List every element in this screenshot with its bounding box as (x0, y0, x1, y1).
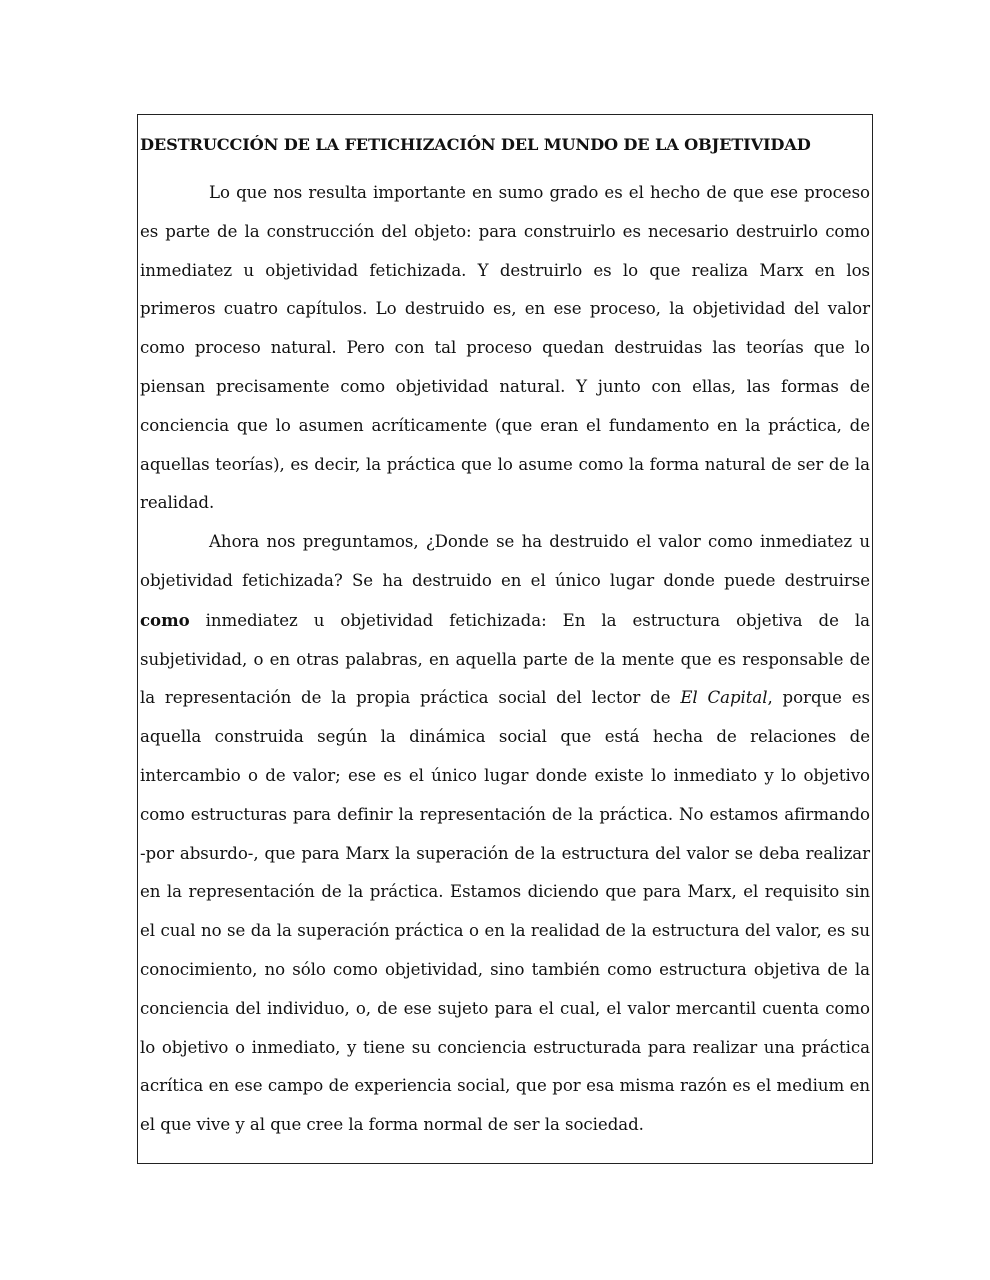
paragraph-1: Lo que nos resulta importante en sumo grado es el hecho de que ese proceso es parte de la construcción del objeto: para construirlo es necesario destruirlo como inmediatez u objetividad fetichizada. Y destruirlo es lo que realiza Marx en los primeros cuatro capítulos. Lo destruido es, en ese proceso, la objetividad del valor como proceso natural. Pero con tal proceso quedan destruidas las teorías que lo piensan precisamente como objetividad natural. Y junto con ellas, las formas de conciencia que lo asumen acríticamente (que eran el fundamento en la práctica, de aquellas teorías), es decir, la práctica que lo asume como la forma natural de ser de la realidad. (140, 183, 870, 513)
text-frame (137, 114, 873, 1164)
paragraph-2-text-c: , porque es aquella construida según la dinámica social que está hecha de relaciones de intercambio o de valor; ese es el único lugar donde existe lo inmediato y lo objetivo como estructuras para definir la representación de la práctica. No estamos afirmando -por absurdo-, que para Marx la superación de la estructura del valor se deba realizar en la representación de la práctica. Estamos diciendo que para Marx, el requisito sin el cual no se da la superación práctica o en la realidad de la estructura del valor, es su conocimiento, no sólo como objetividad, sino también como estructura objetiva de la conciencia del individuo, o, de ese sujeto para el cual, el valor mercantil cuenta como lo objetivo o inmediato, y tiene su conciencia estructurada para realizar una práctica acrítica en ese campo de experiencia social, que por esa misma razón es el medium en el que vive y al que cree la forma normal de ser la sociedad. (140, 688, 870, 1135)
section-title: DESTRUCCIÓN DE LA FETICHIZACIÓN DEL MUNDO DE LA OBJETIVIDAD (140, 135, 811, 154)
paragraph-2-bold-word: como (140, 609, 190, 630)
book-title-italic: El Capital (680, 688, 768, 708)
paragraph-2-text-b: inmediatez u objetividad fetichizada: En la estructura objetiva de la subjetividad, o en otras palabras, en aquella parte de la mente que es responsable de la representación de la propia práctica social del lector de (140, 610, 870, 708)
paragraph-2 (140, 523, 870, 1145)
paragraph-2-text-a: Ahora nos preguntamos, ¿Donde se ha destruido el valor como inmediatez u objetividad fetichizada? Se ha destruido en el único lugar donde puede destruirse (140, 532, 870, 590)
document-body (140, 135, 870, 1145)
